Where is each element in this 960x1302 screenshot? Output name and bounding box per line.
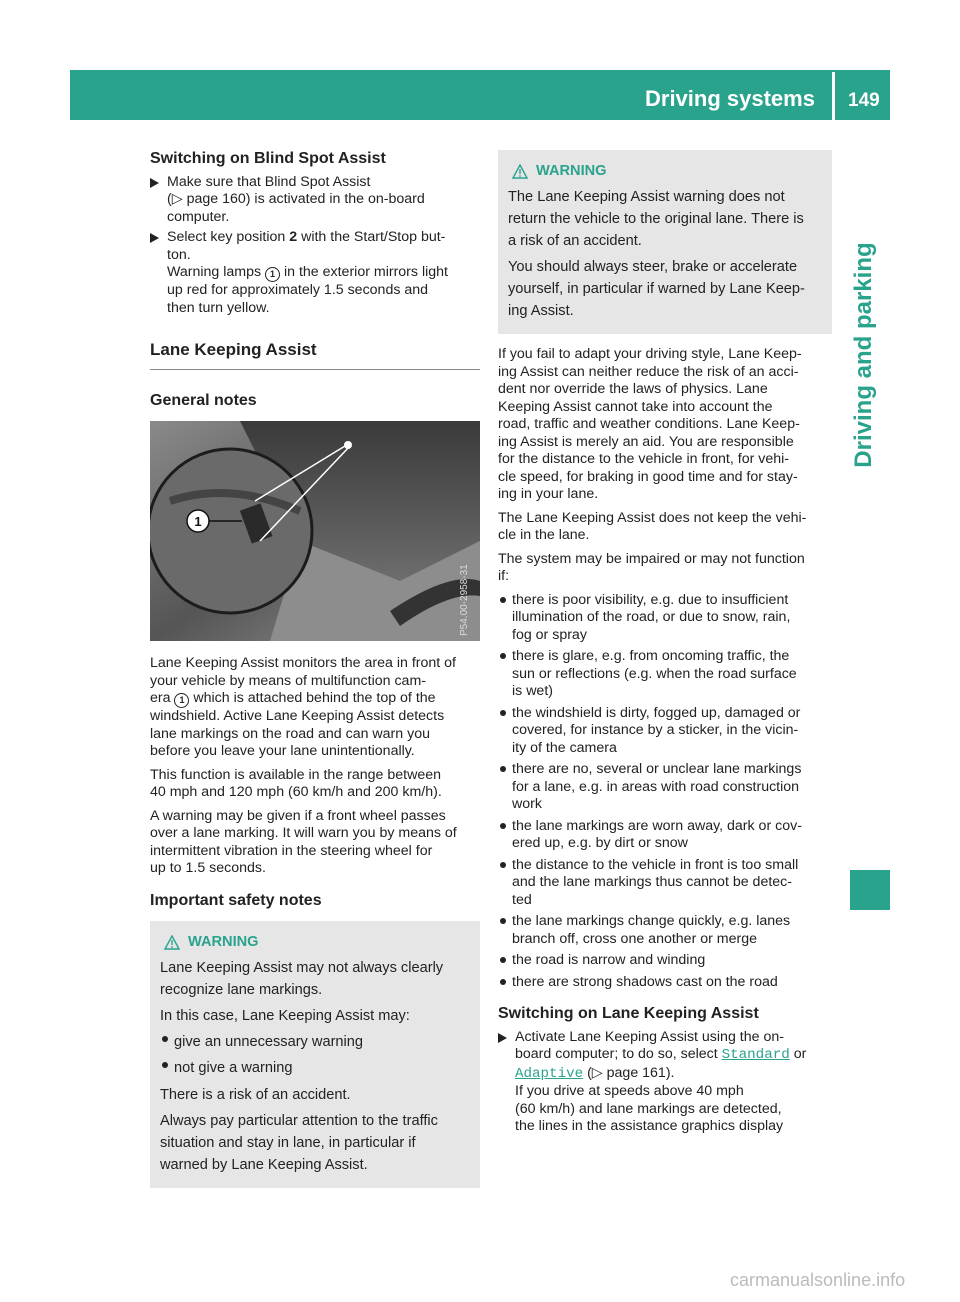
list-item: there is poor visibility, e.g. due to insufficient illumination of the road, or due to snow, rain, fog or spray [498, 592, 832, 645]
chapter-tab-marker [850, 870, 890, 910]
windshield-camera-photo [150, 421, 480, 641]
adaptive-menu-link[interactable]: Adaptive [515, 1065, 584, 1082]
lka-description: Lane Keeping Assist monitors the area in front of your vehicle by means of multifunction cam- era 1 which is attached behind the top of the windshield. Active Lane Keeping Assist detects lane markings on the road and can warn you before you leave your lane unintentionally. [150, 655, 457, 759]
list-item: there is glare, e.g. from oncoming traffic, the sun or reflections (e.g. when the road surface is wet) [498, 648, 832, 701]
warning-triangle-icon [164, 935, 180, 950]
list-item: there are no, several or unclear lane markings for a lane, e.g. in areas with road construction work [498, 761, 832, 814]
lka-speed-range: This function is available in the range between 40 mph and 120 mph (60 km/h and 200 km/h). [150, 766, 442, 800]
blind-spot-heading: Switching on Blind Spot Assist [150, 150, 386, 167]
list-item: the windshield is dirty, fogged up, damaged or covered, for instance by a sticker, in the vicin- ity of the camera [498, 705, 832, 758]
photo-code: P54.00-2958-31 [459, 564, 470, 636]
step-blind-spot-2: Select key position 2 with the Start/Stop but- ton. Warning lamps 1 in the exterior mirrors light up red for approximately 1.5 seconds and then turn yellow. [150, 229, 480, 317]
warning-bullet-list [160, 1031, 470, 1079]
standard-menu-link[interactable]: Standard [721, 1047, 790, 1063]
step-activate-lka: Activate Lane Keeping Assist using the on- board computer; to do so, select Standard or Adaptive (▷ page 161). If you drive at speeds above 40 mph (60 km/h) and lane markings are detected, the lines in the assistance graphics display [498, 1029, 832, 1136]
lka-warning-vibration: A warning may be given if a front wheel passes over a lane marking. It will warn you by means of intermittent vibration in the steering wheel for up to 1.5 seconds. [150, 807, 457, 876]
camera-illustration [150, 421, 480, 641]
important-safety-heading: Important safety notes [150, 891, 322, 909]
warning-box-left: WARNING Lane Keeping Assist may not always clearly recognize lane markings. In this case, Lane Keeping Assist may: give an unnecessary warning not give a warning There is a risk of an accident. Always pay particular attention to the traffic situation and stay in lane, in particular if warned by Lane Keeping Assist. [150, 921, 480, 1188]
step-blind-spot-1: Make sure that Blind Spot Assist (▷ page 160) is activated in the on-board computer. [150, 174, 480, 227]
callout-1-icon: 1 [265, 267, 280, 282]
warning-box-right: WARNING The Lane Keeping Assist warning does not return the vehicle to the original lane. There is a risk of an accident. You should always steer, brake or accelerate yourself, in particular if warned by Lane Keep- ing Assist. [498, 150, 832, 334]
switch-lka-heading: Switching on Lane Keeping Assist [498, 1005, 759, 1022]
left-column [150, 150, 480, 1198]
watermark: carmanualsonline.info [730, 1270, 906, 1290]
page-section-title: Driving systems [645, 86, 815, 111]
list-item: the distance to the vehicle in front is too small and the lane markings thus cannot be detec- ted [498, 857, 832, 910]
list-item: there are strong shadows cast on the road [498, 974, 832, 992]
list-item: the lane markings are worn away, dark or cov- ered up, e.g. by dirt or snow [498, 818, 832, 853]
list-item: not give a warning [160, 1057, 470, 1079]
list-item: the road is narrow and winding [498, 952, 832, 970]
warning-header: WARNING [512, 160, 822, 182]
list-item: the lane markings change quickly, e.g. lanes branch off, cross one another or merge [498, 913, 832, 948]
impaired-paragraph: The system may be impaired or may not function if: [498, 550, 805, 584]
header-divider [832, 72, 835, 120]
right-column [498, 150, 832, 1139]
callout-1-icon: 1 [174, 693, 189, 708]
warning-triangle-icon [512, 164, 528, 179]
chapter-side-label: Driving and parking [850, 242, 877, 468]
photo-callout-1: 1 [194, 514, 202, 529]
list-item: give an unnecessary warning [160, 1031, 470, 1053]
lane-keeping-assist-heading: Lane Keeping Assist [150, 341, 480, 370]
general-notes-heading: General notes [150, 391, 257, 409]
not-keep-paragraph: The Lane Keeping Assist does not keep the vehi- cle in the lane. [498, 509, 807, 543]
impairment-list [498, 592, 832, 992]
warning-header: WARNING [164, 931, 470, 953]
page-number: 149 [848, 90, 880, 111]
driving-style-paragraph: If you fail to adapt your driving style, Lane Keep- ing Assist can neither reduce the risk of an acci- dent nor override the laws of physics. Lane Keeping Assist cannot take into account the road, traffic and weather conditions. Lane Keep- ing Assist is merely an aid. You are responsible for the distance to the vehicle in front, for vehi- cle speed, for braking in good time and for stay- ing in your lane. [498, 346, 802, 502]
